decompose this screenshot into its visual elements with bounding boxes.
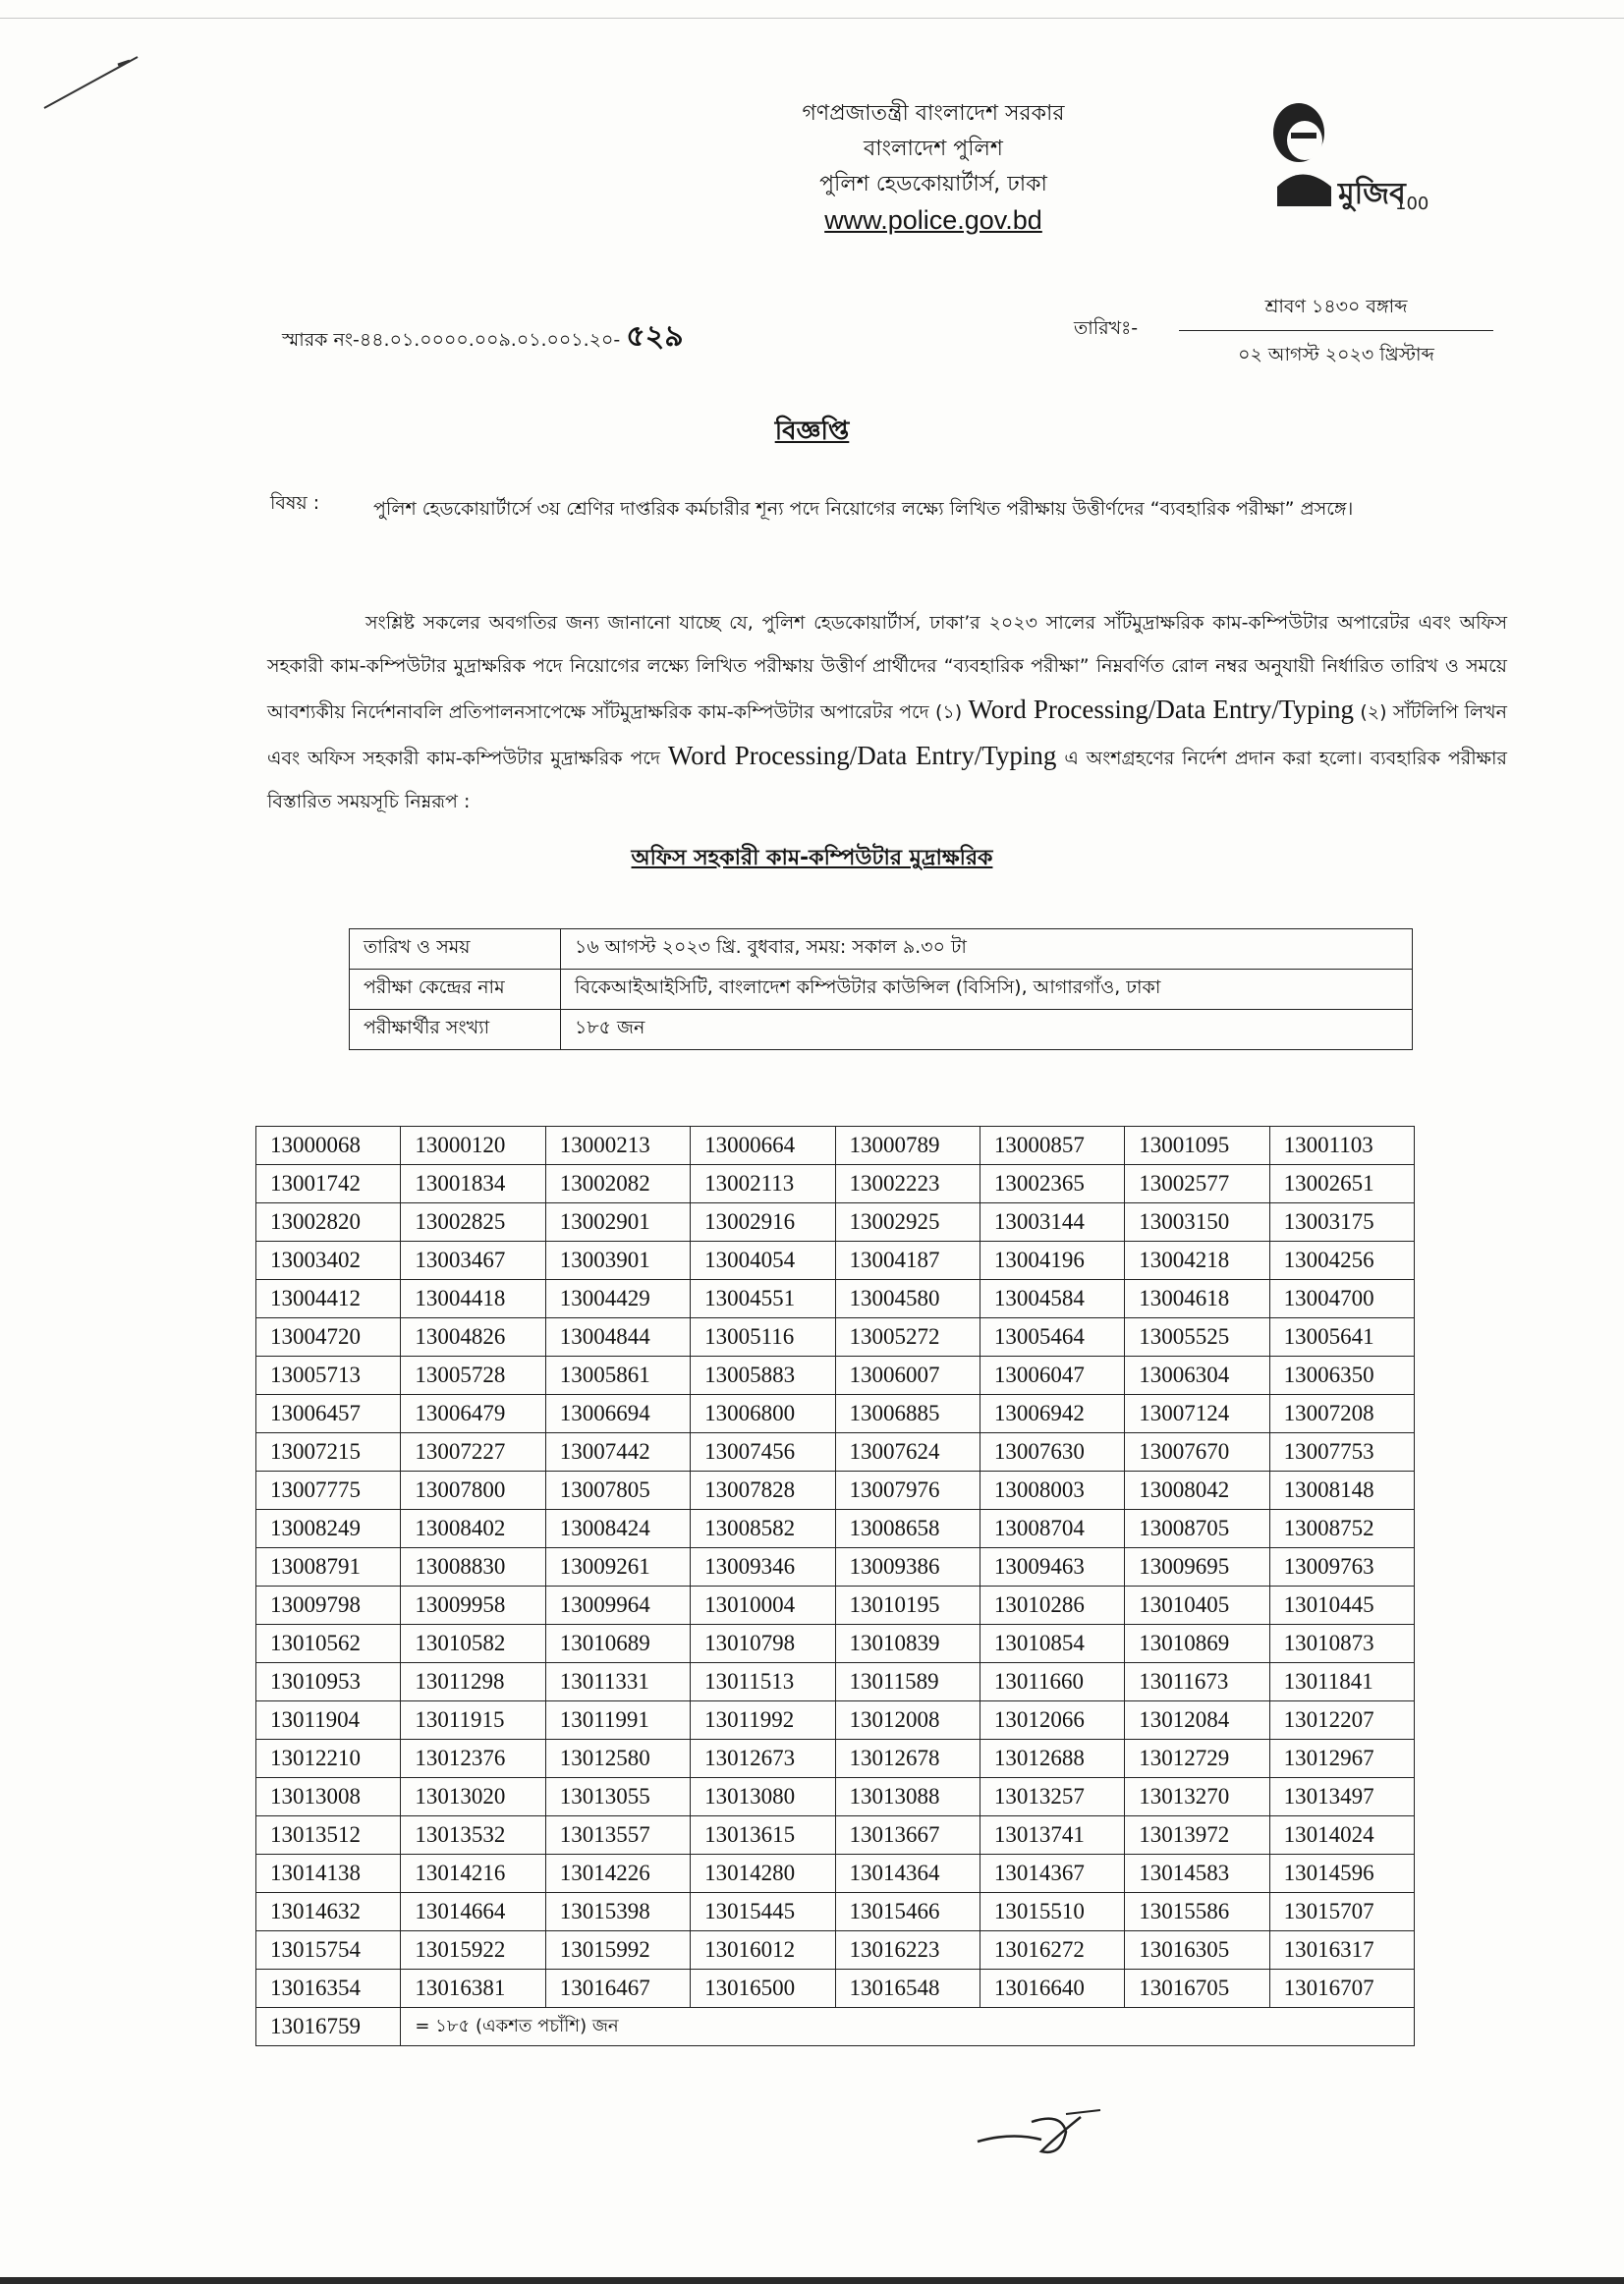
roll-cell: 13007208 [1269, 1395, 1414, 1433]
roll-row [256, 1663, 1415, 1701]
roll-cell: 13008003 [980, 1472, 1124, 1510]
signature [973, 2102, 1120, 2161]
roll-cell: 13003144 [980, 1203, 1124, 1242]
roll-cell: 13000664 [691, 1127, 835, 1165]
body-english-2: Word Processing/Data Entry/Typing [667, 741, 1057, 770]
roll-cell: 13008658 [835, 1510, 980, 1548]
mujib-100-logo [1248, 93, 1429, 221]
roll-cell: 13007775 [256, 1472, 401, 1510]
roll-cell: 13004218 [1125, 1242, 1269, 1280]
roll-cell: 13012376 [401, 1740, 545, 1778]
roll-cell: 13011589 [835, 1663, 980, 1701]
roll-cell: 13006800 [691, 1395, 835, 1433]
roll-cell: 13004551 [691, 1280, 835, 1318]
roll-row [256, 1280, 1415, 1318]
roll-cell: 13008249 [256, 1510, 401, 1548]
roll-total-row [256, 2008, 1415, 2046]
roll-cell: 13001103 [1269, 1127, 1414, 1165]
roll-cell: 13007227 [401, 1433, 545, 1472]
roll-cell: 13016705 [1125, 1970, 1269, 2008]
roll-cell: 13009763 [1269, 1548, 1414, 1587]
notice-title-text: বিজ্ঞপ্তি [774, 417, 850, 446]
roll-cell: 13015510 [980, 1893, 1124, 1931]
subject-label: বিষয় : [270, 492, 320, 514]
roll-cell: 13005464 [980, 1318, 1124, 1357]
roll-cell: 13015466 [835, 1893, 980, 1931]
roll-cell: 13008042 [1125, 1472, 1269, 1510]
roll-cell: 13010854 [980, 1625, 1124, 1663]
roll-cell: 13016223 [835, 1931, 980, 1970]
website-link[interactable]: www.police.gov.bd [824, 205, 1042, 235]
roll-cell: 13011513 [691, 1663, 835, 1701]
roll-cell: 13014364 [835, 1855, 980, 1893]
roll-cell: 13016012 [691, 1931, 835, 1970]
roll-cell: 13007670 [1125, 1433, 1269, 1472]
roll-cell: 13013615 [691, 1816, 835, 1855]
body-part-3: এ অংশগ্রহণের নির্দেশ প্রদান করা হলো। ব্যবহারিক পরীক্ষার বিস্তারিত সময়সূচি নিম্নরূপ : [267, 748, 1508, 812]
info-label: পরীক্ষা কেন্দ্রের নাম [350, 970, 561, 1010]
info-value: বিকেআইআইসিটি, বাংলাদেশ কম্পিউটার কাউন্সিল (বিসিসি), আগারগাঁও, ঢাকা [561, 970, 1413, 1010]
roll-cell: 13016317 [1269, 1931, 1414, 1970]
roll-cell: 13014138 [256, 1855, 401, 1893]
roll-cell: 13001742 [256, 1165, 401, 1203]
roll-cell: 13004054 [691, 1242, 835, 1280]
roll-cell: 13014280 [691, 1855, 835, 1893]
roll-cell: 13004412 [256, 1280, 401, 1318]
roll-cell: 13005728 [401, 1357, 545, 1395]
roll-cell: 13016500 [691, 1970, 835, 2008]
roll-cell: 13016272 [980, 1931, 1124, 1970]
roll-row [256, 1510, 1415, 1548]
roll-cell: 13010869 [1125, 1625, 1269, 1663]
roll-cell: 13002223 [835, 1165, 980, 1203]
roll-cell: 13005883 [691, 1357, 835, 1395]
roll-cell: 13005713 [256, 1357, 401, 1395]
roll-cell: 13006457 [256, 1395, 401, 1433]
scan-edge-top [0, 18, 1624, 19]
roll-cell: 13014367 [980, 1855, 1124, 1893]
roll-cell: 13010582 [401, 1625, 545, 1663]
roll-cell: 13008402 [401, 1510, 545, 1548]
roll-cell: 13011331 [545, 1663, 690, 1701]
roll-cell: 13010445 [1269, 1587, 1414, 1625]
roll-cell: 13001834 [401, 1165, 545, 1203]
roll-cell: 13004720 [256, 1318, 401, 1357]
roll-cell: 13003467 [401, 1242, 545, 1280]
roll-cell: 13002925 [835, 1203, 980, 1242]
body-paragraph [267, 601, 1507, 823]
roll-cell: 13006007 [835, 1357, 980, 1395]
roll-cell: 13004187 [835, 1242, 980, 1280]
roll-cell: 13016548 [835, 1970, 980, 2008]
roll-row [256, 1395, 1415, 1433]
roll-cell: 13010405 [1125, 1587, 1269, 1625]
roll-cell: 13007805 [545, 1472, 690, 1510]
roll-cell: 13015992 [545, 1931, 690, 1970]
roll-cell: 13013080 [691, 1778, 835, 1816]
pen-stroke-mark [39, 49, 147, 118]
roll-row [256, 1778, 1415, 1816]
roll-cell: 13007442 [545, 1433, 690, 1472]
notice-title [0, 411, 1624, 454]
roll-cell: 13013972 [1125, 1816, 1269, 1855]
roll-cell: 13006047 [980, 1357, 1124, 1395]
date-gregorian: ০২ আগস্ট ২০২৩ খ্রিস্টাব্দ [1238, 344, 1434, 365]
roll-cell: 13010953 [256, 1663, 401, 1701]
roll-cell: 13010286 [980, 1587, 1124, 1625]
roll-cell: 13004429 [545, 1280, 690, 1318]
roll-cell: 13015586 [1125, 1893, 1269, 1931]
scan-edge-bottom [0, 2277, 1624, 2284]
roll-row [256, 1203, 1415, 1242]
roll-cell: 13012729 [1125, 1740, 1269, 1778]
roll-cell: 13013667 [835, 1816, 980, 1855]
section-title-text: অফিস সহকারী কাম-কম্পিউটার মুদ্রাক্ষরিক [631, 846, 993, 870]
roll-cell: 13013257 [980, 1778, 1124, 1816]
roll-cell: 13008752 [1269, 1510, 1414, 1548]
date-block [1179, 293, 1493, 372]
info-value: ১৬ আগস্ট ২০২৩ খ্রি. বুধবার, সময়: সকাল ৯.৩০ টা [561, 929, 1413, 970]
roll-cell: 13002916 [691, 1203, 835, 1242]
roll-cell: 13012066 [980, 1701, 1124, 1740]
roll-cell: 13003175 [1269, 1203, 1414, 1242]
roll-cell: 13015398 [545, 1893, 690, 1931]
roll-cell: 13014596 [1269, 1855, 1414, 1893]
roll-cell: 13002113 [691, 1165, 835, 1203]
roll-cell: 13004826 [401, 1318, 545, 1357]
roll-cell: 13007215 [256, 1433, 401, 1472]
roll-cell: 13007976 [835, 1472, 980, 1510]
exam-info-table [349, 928, 1413, 1050]
roll-cell: 13014024 [1269, 1816, 1414, 1855]
roll-row [256, 1816, 1415, 1855]
roll-cell: 13009463 [980, 1548, 1124, 1587]
roll-cell: 13009261 [545, 1548, 690, 1587]
roll-cell: 13016381 [401, 1970, 545, 2008]
roll-cell: 13014226 [545, 1855, 690, 1893]
roll-cell: 13009386 [835, 1548, 980, 1587]
info-value: ১৮৫ জন [561, 1010, 1413, 1050]
roll-row [256, 1242, 1415, 1280]
roll-row [256, 1357, 1415, 1395]
roll-number-table [255, 1126, 1415, 2046]
roll-cell: 13005272 [835, 1318, 980, 1357]
roll-cell: 13012967 [1269, 1740, 1414, 1778]
roll-cell: 13004618 [1125, 1280, 1269, 1318]
roll-cell: 13002901 [545, 1203, 690, 1242]
logo-text: মুজিব [1338, 177, 1406, 211]
memo-label: স্মারক নং-৪৪.০১.০০০০.০০৯.০১.০০১.২০- [282, 329, 621, 351]
roll-cell: 13016707 [1269, 1970, 1414, 2008]
roll-cell: 13002820 [256, 1203, 401, 1242]
roll-cell: 13010873 [1269, 1625, 1414, 1663]
roll-row [256, 1893, 1415, 1931]
body-english-1: Word Processing/Data Entry/Typing [968, 695, 1354, 724]
memo-handwritten-number: ৫২৯ [626, 319, 684, 354]
roll-cell: 13012688 [980, 1740, 1124, 1778]
body-part-1: সংশ্লিষ্ট সকলের অবগতির জন্য জানানো যাচ্ছে যে, পুলিশ হেডকোয়ার্টার্স, ঢাকা’র ২০২৩ সালের সাঁটমুদ্রাক্ষরিক কাম-কম্পিউটার অপারেটর এবং অফিস সহকারী কাম-কম্পিউটার মুদ্রাক্ষরিক পদে নিয়োগের লক্ষ্যে লিখিত পরীক্ষায় উত্তীর্ণ প্রার্থীদের “ব্যবহারিক পরীক্ষা” নিম্নবর্ণিত রোল নম্বর অনুযায়ী নির্ধারিত তারিখ ও সময়ে আবশ্যকীয় নির্দেশনাবলি প্রতিপালনসাপেক্ষে সাঁটমুদ্রাক্ষরিক কাম-কম্পিউটার অপারেটর পদে (১) [267, 612, 1507, 723]
roll-cell: 13007630 [980, 1433, 1124, 1472]
roll-cell: 13010798 [691, 1625, 835, 1663]
roll-cell: 13010839 [835, 1625, 980, 1663]
roll-cell: 13016305 [1125, 1931, 1269, 1970]
roll-cell: 13003901 [545, 1242, 690, 1280]
roll-cell: 13001095 [1125, 1127, 1269, 1165]
candidate-total: = ১৮৫ (একশত পচাঁশি) জন [401, 2008, 1415, 2046]
roll-cell: 13013497 [1269, 1778, 1414, 1816]
office-name: পুলিশ হেডকোয়ার্টার্স, ঢাকা [819, 172, 1047, 196]
letterhead [688, 96, 1179, 238]
roll-cell: 13009958 [401, 1587, 545, 1625]
roll-cell: 13013088 [835, 1778, 980, 1816]
roll-cell: 13014583 [1125, 1855, 1269, 1893]
roll-cell: 13010195 [835, 1587, 980, 1625]
roll-row [256, 1472, 1415, 1510]
roll-cell: 13013055 [545, 1778, 690, 1816]
roll-cell: 13011298 [401, 1663, 545, 1701]
roll-cell: 13008704 [980, 1510, 1124, 1548]
roll-row [256, 1855, 1415, 1893]
roll-cell: 13007456 [691, 1433, 835, 1472]
roll-cell: 13006694 [545, 1395, 690, 1433]
roll-cell: 13014664 [401, 1893, 545, 1931]
roll-cell: 13015922 [401, 1931, 545, 1970]
roll-row [256, 1701, 1415, 1740]
roll-cell: 13004584 [980, 1280, 1124, 1318]
roll-cell: 13006885 [835, 1395, 980, 1433]
roll-cell: 13016467 [545, 1970, 690, 2008]
roll-cell: 13000068 [256, 1127, 401, 1165]
roll-cell: 13009346 [691, 1548, 835, 1587]
roll-cell: 13007753 [1269, 1433, 1414, 1472]
roll-cell: 13013008 [256, 1778, 401, 1816]
roll-cell: 13013020 [401, 1778, 545, 1816]
roll-row [256, 1740, 1415, 1778]
roll-row [256, 1970, 1415, 2008]
roll-cell: 13008148 [1269, 1472, 1414, 1510]
roll-cell: 13012207 [1269, 1701, 1414, 1740]
roll-cell: 13013270 [1125, 1778, 1269, 1816]
roll-cell: 13008424 [545, 1510, 690, 1548]
memo-number [282, 312, 684, 362]
roll-row [256, 1127, 1415, 1165]
roll-cell: 13008582 [691, 1510, 835, 1548]
roll-cell: 13014632 [256, 1893, 401, 1931]
roll-row [256, 1433, 1415, 1472]
roll-cell: 13007124 [1125, 1395, 1269, 1433]
roll-cell: 13000120 [401, 1127, 545, 1165]
roll-cell: 13006350 [1269, 1357, 1414, 1395]
info-row-center [350, 970, 1413, 1010]
roll-cell: 13011660 [980, 1663, 1124, 1701]
govt-name: গণপ্রজাতন্ত্রী বাংলাদেশ সরকার [802, 101, 1065, 126]
roll-row [256, 1625, 1415, 1663]
roll-cell: 13004580 [835, 1280, 980, 1318]
roll-cell: 13007800 [401, 1472, 545, 1510]
roll-cell: 13012678 [835, 1740, 980, 1778]
info-row-datetime [350, 929, 1413, 970]
roll-row [256, 1318, 1415, 1357]
roll-cell: 13014216 [401, 1855, 545, 1893]
date-label: তারিখঃ- [1074, 317, 1139, 339]
roll-cell: 13005525 [1125, 1318, 1269, 1357]
roll-cell: 13002651 [1269, 1165, 1414, 1203]
roll-cell: 13009964 [545, 1587, 690, 1625]
roll-cell: 13013512 [256, 1816, 401, 1855]
roll-cell: 13011915 [401, 1701, 545, 1740]
roll-cell: 13011904 [256, 1701, 401, 1740]
roll-row [256, 1931, 1415, 1970]
roll-cell: 13002365 [980, 1165, 1124, 1203]
roll-cell: 13005116 [691, 1318, 835, 1357]
roll-cell: 13015754 [256, 1931, 401, 1970]
roll-cell: 13000857 [980, 1127, 1124, 1165]
roll-cell: 13004700 [1269, 1280, 1414, 1318]
roll-cell: 13011991 [545, 1701, 690, 1740]
roll-cell: 13009798 [256, 1587, 401, 1625]
roll-cell: 13004256 [1269, 1242, 1414, 1280]
roll-cell: 13007828 [691, 1472, 835, 1510]
roll-cell: 13002082 [545, 1165, 690, 1203]
roll-row [256, 1548, 1415, 1587]
roll-cell: 13013532 [401, 1816, 545, 1855]
roll-cell: 13002577 [1125, 1165, 1269, 1203]
roll-cell: 13004418 [401, 1280, 545, 1318]
roll-cell: 13005641 [1269, 1318, 1414, 1357]
roll-cell: 13009695 [1125, 1548, 1269, 1587]
roll-cell: 13000789 [835, 1127, 980, 1165]
roll-cell: 13015707 [1269, 1893, 1414, 1931]
roll-cell: 13012210 [256, 1740, 401, 1778]
roll-cell: 13016640 [980, 1970, 1124, 2008]
roll-cell: 13013557 [545, 1816, 690, 1855]
roll-cell: 13006479 [401, 1395, 545, 1433]
info-label: তারিখ ও সময় [350, 929, 561, 970]
logo-number: 100 [1395, 194, 1429, 214]
roll-cell: 13007624 [835, 1433, 980, 1472]
roll-cell: 13008705 [1125, 1510, 1269, 1548]
roll-cell: 13006942 [980, 1395, 1124, 1433]
roll-cell: 13016354 [256, 1970, 401, 2008]
roll-cell: 13012008 [835, 1701, 980, 1740]
roll-cell: 13012580 [545, 1740, 690, 1778]
roll-cell: 13004844 [545, 1318, 690, 1357]
roll-cell: 13010689 [545, 1625, 690, 1663]
subject-text: পুলিশ হেডকোয়ার্টার্সে ৩য় শ্রেণির দাপ্তরিক কর্মচারীর শূন্য পদে নিয়োগের লক্ষ্যে লিখিত পরীক্ষায় উত্তীর্ণদের “ব্যবহারিক পরীক্ষা” প্রসঙ্গে। [373, 498, 1354, 520]
roll-cell: 13000213 [545, 1127, 690, 1165]
roll-cell: 13011841 [1269, 1663, 1414, 1701]
section-title [0, 841, 1624, 877]
roll-cell: 13008791 [256, 1548, 401, 1587]
roll-cell: 13010562 [256, 1625, 401, 1663]
roll-row [256, 1165, 1415, 1203]
roll-cell: 13012673 [691, 1740, 835, 1778]
date-bangla: শ্রাবণ ১৪৩০ বঙ্গাব্দ [1179, 293, 1493, 331]
info-label: পরীক্ষার্থীর সংখ্যা [350, 1010, 561, 1050]
roll-cell: 13010004 [691, 1587, 835, 1625]
body-part-2: (২) সাঁটলিপি লিখন এবং অফিস সহকারী কাম-কম্পিউটার মুদ্রাক্ষরিক পদে [267, 701, 1508, 769]
roll-cell: 13003402 [256, 1242, 401, 1280]
roll-cell: 13016759 [256, 2008, 401, 2046]
roll-row [256, 1587, 1415, 1625]
roll-cell: 13012084 [1125, 1701, 1269, 1740]
roll-cell: 13004196 [980, 1242, 1124, 1280]
roll-cell: 13002825 [401, 1203, 545, 1242]
roll-cell: 13008830 [401, 1548, 545, 1587]
roll-cell: 13015445 [691, 1893, 835, 1931]
roll-cell: 13003150 [1125, 1203, 1269, 1242]
dept-name: বাংলাদেশ পুলিশ [864, 137, 1003, 161]
roll-cell: 13011992 [691, 1701, 835, 1740]
roll-cell: 13011673 [1125, 1663, 1269, 1701]
info-row-count [350, 1010, 1413, 1050]
roll-cell: 13013741 [980, 1816, 1124, 1855]
roll-cell: 13006304 [1125, 1357, 1269, 1395]
roll-cell: 13005861 [545, 1357, 690, 1395]
